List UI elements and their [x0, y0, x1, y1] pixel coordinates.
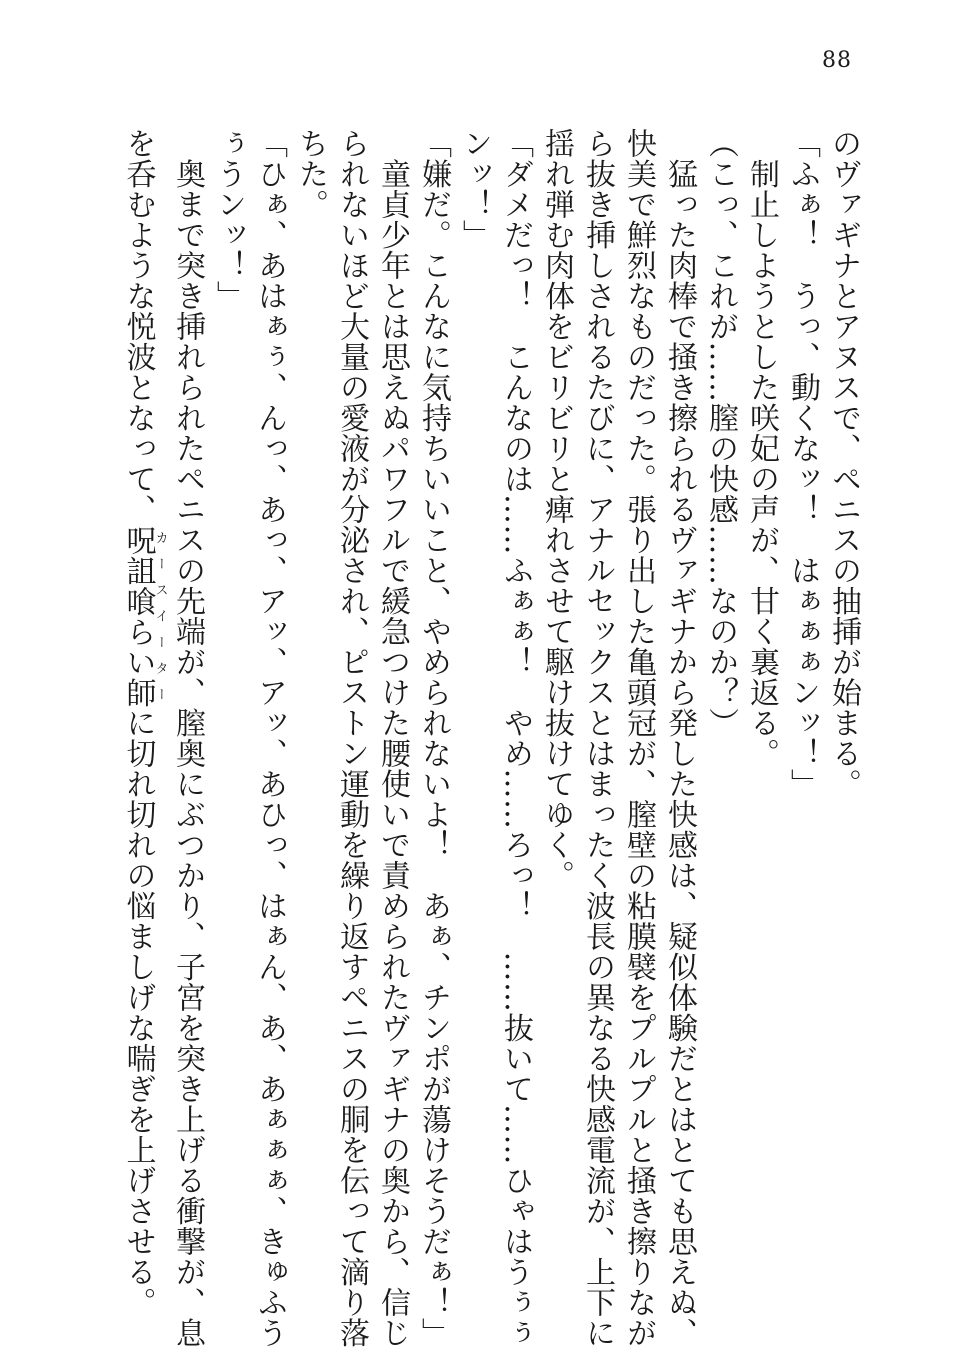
text-line: 「ひぁ、あはぁぅ、んっ、あっ、アッ、アッ、あひっ、はぁん、あ、あぁぁぁ、きゅふう — [252, 128, 287, 1348]
text-line: ら抜き挿しされるたびに、アナルセックスとはまったく波長の異なる快感電流が、上下に — [580, 128, 615, 1348]
text-line: 揺れ弾む肉体をビリビリと痺れさせて駆け抜けてゆく。 — [539, 128, 574, 891]
text-segment: を呑むような悦波となって、 — [120, 128, 156, 525]
text-line: のヴァギナとアヌスで、ペニスの抽挿が始まる。 — [826, 128, 861, 799]
ruby-annotation: 呪詛喰らい師カースイーター — [120, 524, 168, 708]
novel-text-body — [84, 128, 864, 1348]
ruby-reading: カースイーター — [152, 524, 168, 708]
text-line: 奥まで突き挿れられたペニスの先端が、膣奥にぶつかり、子宮を突き上げる衝撃が、息 — [170, 128, 205, 1348]
text-line: 猛った肉棒で掻き擦られるヴァギナから発した快感は、疑似体験だとはとても思えぬ、 — [662, 128, 697, 1348]
text-line: 「ふぁ！ うっ、動くなッ！ はぁぁぁンッ！」 — [785, 128, 820, 799]
text-line: 制止しようとした咲妃の声が、甘く裏返る。 — [744, 128, 779, 769]
text-line: 「嫌だ。こんなに気持ちいいこと、やめられないよ！ あぁ、チンポが蕩けそうだぁ！」 — [416, 128, 451, 1348]
text-line: ぅうンッ！」 — [211, 128, 246, 311]
text-line-with-ruby — [118, 128, 168, 1318]
text-line: られないほど大量の愛液が分泌され、ピストン運動を繰り返すペニスの胴を伝って滴り落 — [334, 128, 369, 1348]
text-segment: に切れ切れの悩ましげな喘ぎを上げさせる。 — [120, 707, 156, 1318]
page-number: 88 — [822, 48, 852, 73]
text-line: 童貞少年とは思えぬパワフルで緩急つけた腰使いで責められたヴァギナの奥から、信じ — [375, 128, 410, 1348]
text-line: （こっ、これが……膣の快感……なのか？） — [703, 128, 738, 738]
text-line: 快美で鮮烈なものだった。張り出した亀頭冠が、膣壁の粘膜襞をプルプルと掻き擦りなが — [621, 128, 656, 1348]
text-line: ちた。 — [293, 128, 328, 220]
text-line: ンッ！」 — [457, 128, 492, 250]
text-line: 「ダメだっ！ こんなのは……ふぁぁ！ やめ……ろっ！ ……抜いて……ひゃはうぅぅ — [498, 128, 533, 1348]
